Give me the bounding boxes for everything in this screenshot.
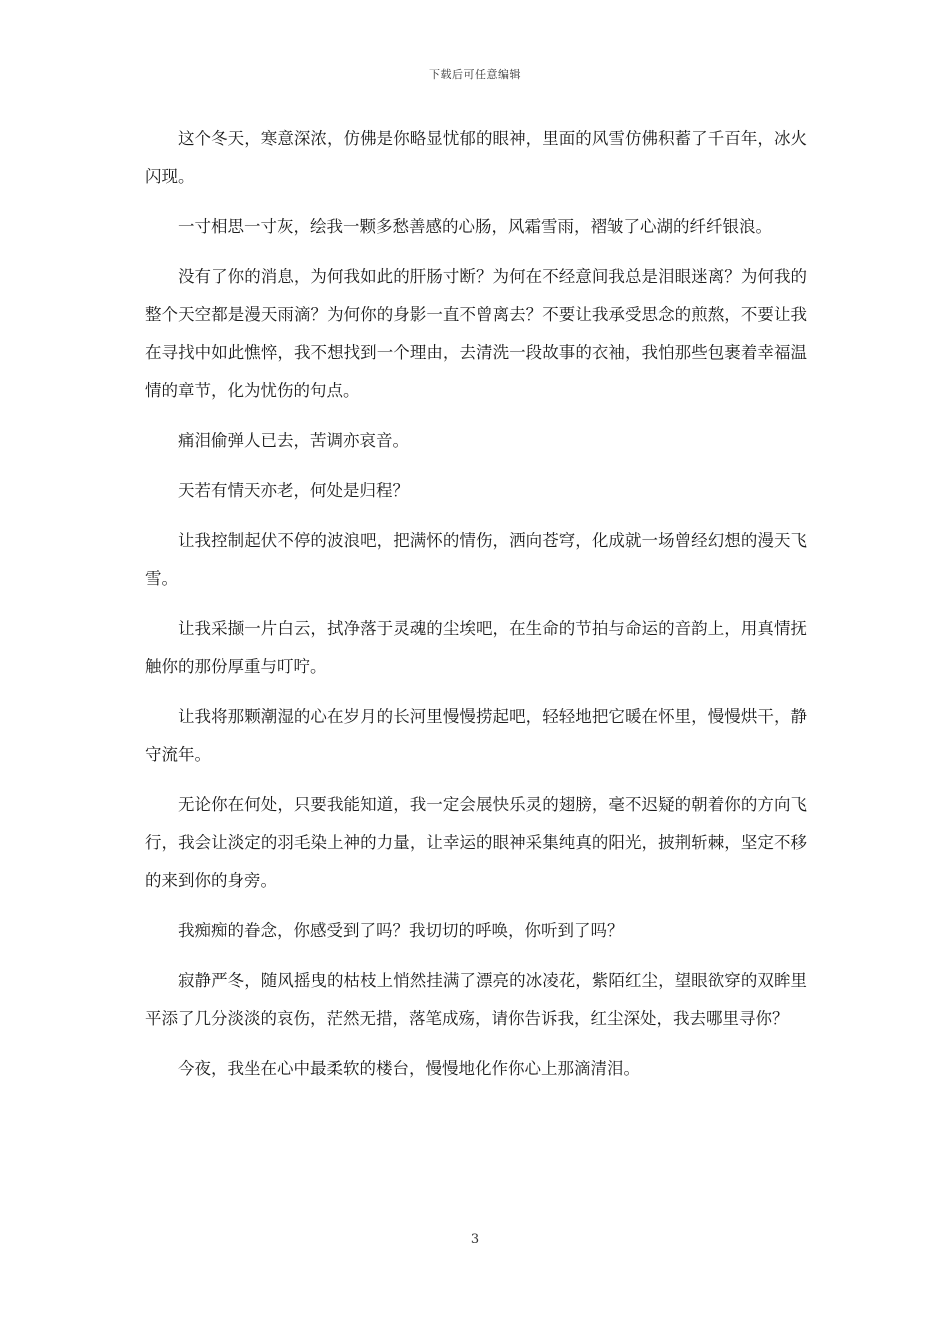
document-body bbox=[145, 120, 807, 1100]
page-header: 下载后可任意编辑 bbox=[429, 68, 521, 81]
paragraph-9: 无论你在何处，只要我能知道，我一定会展快乐灵的翅膀，毫不迟疑的朝着你的方向飞行，我会让淡定的羽毛染上神的力量，让幸运的眼神采集纯真的阳光，披荆斩棘，坚定不移的来到你的身旁。 bbox=[145, 795, 807, 890]
paragraph-8: 让我将那颗潮湿的心在岁月的长河里慢慢捞起吧，轻轻地把它暖在怀里，慢慢烘干，静守流年。 bbox=[145, 707, 807, 764]
paragraph-2: 一寸相思一寸灰，绘我一颗多愁善感的心肠，风霜雪雨，褶皱了心湖的纤纤银浪。 bbox=[178, 217, 772, 236]
paragraph-5: 天若有情天亦老，何处是归程？ bbox=[178, 481, 409, 500]
paragraph-12: 今夜，我坐在心中最柔软的楼台，慢慢地化作你心上那滴清泪。 bbox=[178, 1059, 640, 1078]
paragraph-7: 让我采撷一片白云，拭净落于灵魂的尘埃吧，在生命的节拍与命运的音韵上，用真情抚触你的那份厚重与叮咛。 bbox=[145, 619, 807, 676]
paragraph-10: 我痴痴的眷念，你感受到了吗？我切切的呼唤，你听到了吗？ bbox=[178, 921, 624, 940]
paragraph-11: 寂静严冬，随风摇曳的枯枝上悄然挂满了漂亮的冰凌花，紫陌红尘，望眼欲穿的双眸里平添了几分淡淡的哀伤，茫然无措，落笔成殇，请你告诉我，红尘深处，我去哪里寻你？ bbox=[145, 971, 807, 1028]
page-number: 3 bbox=[470, 1232, 480, 1247]
paragraph-1: 这个冬天，寒意深浓，仿佛是你略显忧郁的眼神，里面的风雪仿佛积蓄了千百年，冰火闪现。 bbox=[145, 129, 807, 186]
paragraph-4: 痛泪偷弹人已去，苦调亦哀音。 bbox=[178, 431, 409, 450]
paragraph-3: 没有了你的消息，为何我如此的肝肠寸断？为何在不经意间我总是泪眼迷离？为何我的整个天空都是漫天雨滴？为何你的身影一直不曾离去？不要让我承受思念的煎熬，不要让我在寻找中如此憔悴，我不想找到一个理由，去清洗一段故事的衣袖，我怕那些包裹着幸福温情的章节，化为忧伤的句点。 bbox=[145, 267, 807, 400]
paragraph-6: 让我控制起伏不停的波浪吧，把满怀的情伤，洒向苍穹，化成就一场曾经幻想的漫天飞雪。 bbox=[145, 531, 807, 588]
